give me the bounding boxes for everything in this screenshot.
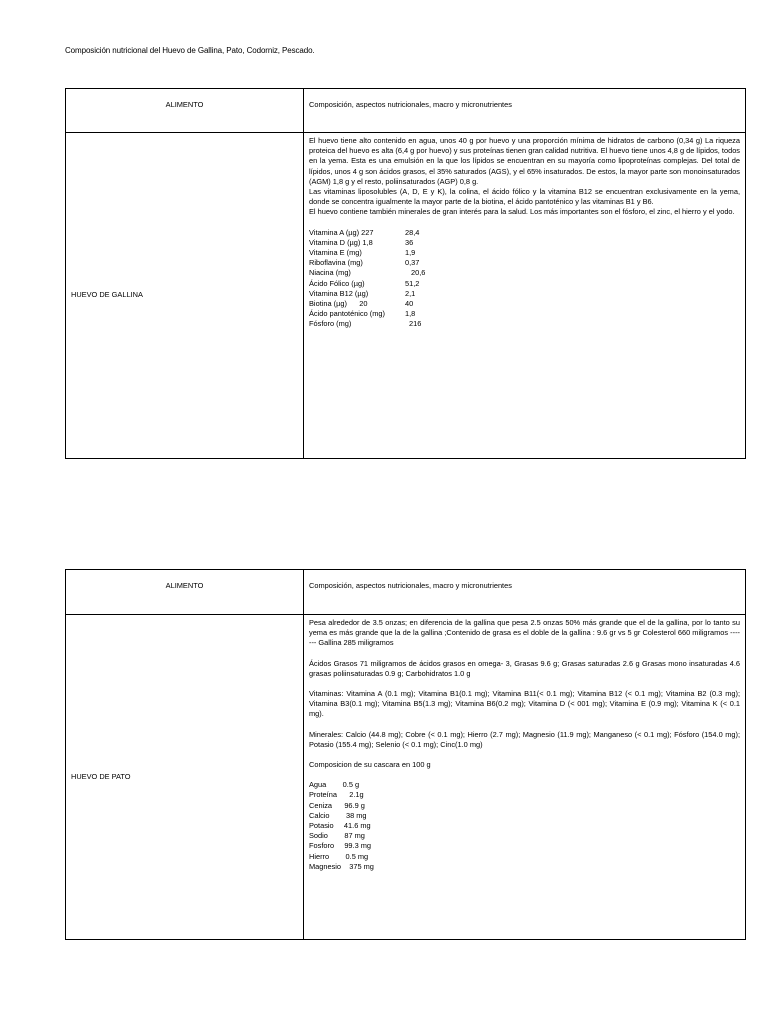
list-item: Ácido Fólico (µg) 51,2 (309, 278, 420, 288)
food-description (304, 133, 746, 459)
food-name: HUEVO DE PATO (66, 615, 304, 940)
list-item: Vitamina E (mg) 1,9 (309, 248, 416, 258)
food-name: HUEVO DE GALLINA (66, 133, 304, 459)
alimento-header: ALIMENTO (66, 570, 304, 615)
list-item: Niacina (mg) 20,6 (309, 268, 426, 278)
list-item: Proteína 2.1g (309, 790, 364, 800)
list-item: Agua 0.5 g (309, 780, 360, 790)
composicion-header: Composición, aspectos nutricionales, macro y micronutrientes (304, 570, 746, 615)
list-item: Ceniza 96.9 g (309, 800, 365, 810)
list-item: Sodio 87 mg (309, 831, 365, 841)
list-item: Calcio 38 mg (309, 810, 367, 820)
table-header-row (66, 570, 746, 615)
alimento-header: ALIMENTO (66, 89, 304, 133)
paragraph: El huevo tiene alto contenido en agua, unos 40 g por huevo y una proporción mínima de hidratos de carbono (0,34 g) La riqueza proteica del huevo es alta (6,4 g por huevo) y sus proteínas tienen gran calidad nutritiva. El huevo tiene unos 4,8 g de lípidos, todos en la yema. Esta es una emulsión en la que los lípidos se encuentran en su mayoría como lipoproteínas complejas. Del total de lípidos, unos 4 g son ácidos grasos, el 35% saturados (AGS), y el 65% insaturados. De estos, la mayor parte son monoinsaturados (AGM) 1,8 g y el resto, poliinsaturados (AGP) 0,8 g. (309, 136, 740, 186)
list-item: Ácido pantoténico (mg) 1,8 (309, 309, 416, 319)
shell-title: Composicion de su cascara en 100 g (309, 760, 431, 770)
pato-table (65, 569, 746, 940)
list-item: Vitamina B12 (µg) 2,1 (309, 288, 416, 298)
table-row (66, 615, 746, 940)
composicion-header: Composición, aspectos nutricionales, macro y micronutrientes (304, 89, 746, 133)
paragraph: Minerales: Calcio (44.8 mg); Cobre (< 0.1 mg); Hierro (2.7 mg); Magnesio (11.9 mg); Manganeso (< 0.1 mg); Fósforo (154.0 mg); Potasio (155.4 mg); Selenio (< 0.1 mg); Cinc(1.0 mg) (309, 729, 740, 749)
vitamin-list (309, 228, 740, 330)
table-header-row (66, 89, 746, 133)
paragraph: Vitaminas: Vitamina A (0.1 mg); Vitamina B1(0.1 mg); Vitamina B11(< 0.1 mg); Vitamina B12 (< 0.1 mg); Vitamina B2 (0.3 mg); Vitamina B3(0.1 mg); Vitamina B5(1.3 mg); Vitamina B6(0.2 mg); Vitamina D (< 001 mg); Vitamina E (0.9 mg); Vitamina K (< 0.1 mg). (309, 689, 740, 719)
list-item: Vitamina D (µg) 1,8 36 (309, 237, 414, 247)
list-item: Fosforo 99.3 mg (309, 841, 372, 851)
paragraph: Pesa alrededor de 3.5 onzas; en diferencia de la gallina que pesa 2.5 onzas 50% más grande que el de la gallina, por lo tanto su yema es más grande que la de la gallina ;Contenido de grasa es el doble de la gallina : 9.6 gr vs 5 gr Colesterol 660 miligramos ------- Gallina 285 miligramos (309, 618, 740, 648)
list-item: Vitamina A (µg) 227 28,4 (309, 227, 420, 237)
shell-list (309, 780, 740, 872)
list-item: Hierro 0.5 mg (309, 851, 369, 861)
paragraph: Las vitaminas liposolubles (A, D, E y K), la colina, el ácido fólico y la vitamina B12 se encuentran exclusivamente en la yema, donde se concentra igualmente la mayor parte de la biotina, el ácido pantoténico y las vitaminas B1 y B6. (309, 187, 740, 207)
table-row (66, 133, 746, 459)
list-item: Biotina (µg) 20 40 (309, 299, 414, 309)
gallina-table (65, 88, 746, 459)
list-item: Magnesio 375 mg (309, 861, 374, 871)
list-item: Fósforo (mg) 216 (309, 319, 422, 329)
list-item: Potasio 41.6 mg (309, 821, 371, 831)
paragraph: El huevo contiene también minerales de gran interés para la salud. Los más importantes son el fósforo, el zinc, el hierro y el yodo. (309, 207, 735, 217)
list-item: Riboflavina (mg) 0,37 (309, 258, 420, 268)
paragraph: Ácidos Grasos 71 miligramos de ácidos grasos en omega- 3, Grasas 9.6 g; Grasas saturadas 2.6 g Grasas mono insaturadas 4.6 grasas poliinsaturadas 0.9 g; Carbohidratos 1.0 g (309, 658, 740, 678)
document-title: Composición nutricional del Huevo de Gallina, Pato, Codorniz, Pescado. (65, 46, 315, 55)
food-description (304, 615, 746, 940)
